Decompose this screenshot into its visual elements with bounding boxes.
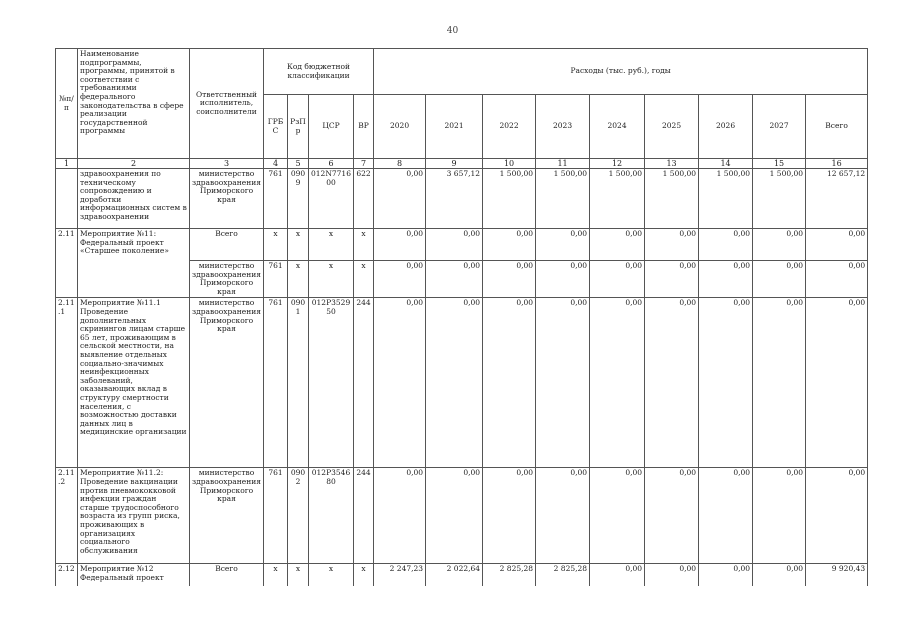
row-value: 0,00: [426, 468, 483, 564]
table-row: [56, 468, 868, 564]
row-vr: 244: [354, 298, 374, 468]
column-number: 15: [753, 159, 806, 169]
row-csr: 012P354680: [309, 468, 354, 564]
row-csr: x: [309, 229, 354, 261]
row-value: 0,00: [753, 564, 806, 586]
header-expenses: Расходы (тыс. руб.), годы: [374, 49, 868, 95]
header-name: Наименование подпрограммы, программы, принятой в соответствии с требованиями федерального законодательства в сфере реализации государственной программы: [78, 49, 190, 159]
row-rzpr: x: [288, 261, 309, 298]
column-number: 3: [190, 159, 264, 169]
budget-table: [55, 48, 868, 586]
column-number: 9: [426, 159, 483, 169]
row-value: 0,00: [699, 261, 753, 298]
row-num: [56, 169, 78, 229]
row-name: Мероприятие №11.2: Проведение вакцинации против пневмококковой инфекции граждан старше трудоспособного возраста из групп риска, проживающих в организациях социального обслуживания: [78, 468, 190, 564]
row-value: 2 022,64: [426, 564, 483, 586]
row-value: 0,00: [426, 261, 483, 298]
row-csr: x: [309, 564, 354, 586]
header-executor: Ответственный исполнитель, соисполнители: [190, 49, 264, 159]
row-value: 0,00: [753, 261, 806, 298]
row-value: 0,00: [374, 261, 426, 298]
row-value: 0,00: [426, 229, 483, 261]
row-value: 0,00: [645, 564, 699, 586]
column-number: 2: [78, 159, 190, 169]
row-value: 0,00: [699, 229, 753, 261]
header-vr: ВР: [354, 95, 374, 159]
page-number: 40: [446, 26, 459, 36]
row-name: Мероприятие №11.1 Проведение дополнительных скринингов лицам старше 65 лет, проживающим в сельской местности, на выявление отдельных социально-значимых неинфекционных заболеваний, оказывающих вклад в структуру смертности населения, с возможностью доставки данных лиц в медицинские организации: [78, 298, 190, 468]
row-csr: x: [309, 261, 354, 298]
header-year: 2025: [645, 95, 699, 159]
row-num: 2.11: [56, 229, 78, 298]
column-numbers-row: [56, 159, 868, 169]
row-total: 0,00: [806, 229, 868, 261]
row-value: 0,00: [753, 298, 806, 468]
column-number: 16: [806, 159, 868, 169]
column-number: 10: [483, 159, 536, 169]
column-number: 14: [699, 159, 753, 169]
row-value: 0,00: [536, 261, 590, 298]
row-num: 2.12: [56, 564, 78, 586]
row-csr: 012P352950: [309, 298, 354, 468]
column-number: 11: [536, 159, 590, 169]
header-year: 2027: [753, 95, 806, 159]
row-vr: x: [354, 229, 374, 261]
row-value: 0,00: [536, 298, 590, 468]
header-year: 2023: [536, 95, 590, 159]
row-executor: Всего: [190, 564, 264, 586]
row-executor: министерство здравоохранения Приморского края: [190, 298, 264, 468]
row-value: 0,00: [483, 229, 536, 261]
header-year: 2022: [483, 95, 536, 159]
column-number: 1: [56, 159, 78, 169]
table-row: [56, 169, 868, 229]
row-vr: x: [354, 261, 374, 298]
row-value: 0,00: [753, 229, 806, 261]
row-value: 0,00: [374, 468, 426, 564]
row-value: 0,00: [645, 298, 699, 468]
header-year: 2020: [374, 95, 426, 159]
row-total: 9 920,43: [806, 564, 868, 586]
row-value: 0,00: [590, 261, 645, 298]
row-rzpr: 0902: [288, 468, 309, 564]
row-value: 1 500,00: [536, 169, 590, 229]
row-grbs: 761: [264, 169, 288, 229]
column-number: 7: [354, 159, 374, 169]
row-value: 0,00: [483, 298, 536, 468]
row-rzpr: 0909: [288, 169, 309, 229]
row-total: 0,00: [806, 468, 868, 564]
row-value: 2 247,23: [374, 564, 426, 586]
row-value: 0,00: [374, 169, 426, 229]
row-rzpr: x: [288, 564, 309, 586]
row-value: 1 500,00: [753, 169, 806, 229]
column-number: 13: [645, 159, 699, 169]
row-value: 1 500,00: [699, 169, 753, 229]
column-number: 6: [309, 159, 354, 169]
column-number: 4: [264, 159, 288, 169]
row-value: 2 825,28: [536, 564, 590, 586]
row-vr: 622: [354, 169, 374, 229]
header-year: 2021: [426, 95, 483, 159]
column-number: 8: [374, 159, 426, 169]
row-rzpr: 0901: [288, 298, 309, 468]
row-value: 0,00: [590, 229, 645, 261]
header-grbs: ГРБС: [264, 95, 288, 159]
column-number: 12: [590, 159, 645, 169]
row-value: 0,00: [645, 468, 699, 564]
header-year: 2026: [699, 95, 753, 159]
header-row-1: [56, 49, 868, 95]
row-executor: министерство здравоохранения Приморского края: [190, 261, 264, 298]
row-csr: 012N771600: [309, 169, 354, 229]
row-grbs: 761: [264, 261, 288, 298]
row-total: 0,00: [806, 298, 868, 468]
header-kbk: Код бюджетной классификации: [264, 49, 374, 95]
row-grbs: x: [264, 229, 288, 261]
row-value: 1 500,00: [645, 169, 699, 229]
row-value: 0,00: [426, 298, 483, 468]
table-row: [56, 298, 868, 468]
row-grbs: x: [264, 564, 288, 586]
header-csr: ЦСР: [309, 95, 354, 159]
row-executor: министерство здравоохранения Приморского края: [190, 169, 264, 229]
row-vr: x: [354, 564, 374, 586]
header-rzpr: РзПр: [288, 95, 309, 159]
row-value: 0,00: [699, 564, 753, 586]
row-value: 2 825,28: [483, 564, 536, 586]
header-total: Всего: [806, 95, 868, 159]
row-value: 0,00: [374, 298, 426, 468]
row-value: 0,00: [590, 468, 645, 564]
row-vr: 244: [354, 468, 374, 564]
row-name: Мероприятие №11: Федеральный проект «Старшее поколение»: [78, 229, 190, 298]
row-value: 0,00: [374, 229, 426, 261]
header-year: 2024: [590, 95, 645, 159]
row-value: 0,00: [699, 468, 753, 564]
row-total: 0,00: [806, 261, 868, 298]
row-value: 0,00: [753, 468, 806, 564]
row-value: 0,00: [645, 261, 699, 298]
row-grbs: 761: [264, 298, 288, 468]
row-value: 1 500,00: [590, 169, 645, 229]
row-value: 0,00: [483, 468, 536, 564]
row-grbs: 761: [264, 468, 288, 564]
row-value: 0,00: [590, 564, 645, 586]
table-row: [56, 229, 868, 261]
column-number: 5: [288, 159, 309, 169]
row-value: 3 657,12: [426, 169, 483, 229]
row-num: 2.11.1: [56, 298, 78, 468]
row-total: 12 657,12: [806, 169, 868, 229]
row-rzpr: x: [288, 229, 309, 261]
row-name: Мероприятие №12 Федеральный проект: [78, 564, 190, 586]
row-num: 2.11.2: [56, 468, 78, 564]
row-executor: Всего: [190, 229, 264, 261]
row-executor: министерство здравоохранения Приморского края: [190, 468, 264, 564]
row-value: 0,00: [536, 229, 590, 261]
row-value: 0,00: [699, 298, 753, 468]
row-value: 1 500,00: [483, 169, 536, 229]
row-value: 0,00: [645, 229, 699, 261]
row-value: 0,00: [590, 298, 645, 468]
row-value: 0,00: [483, 261, 536, 298]
row-name: здравоохранения по техническому сопровождению и доработки информационных систем в здравоохранении: [78, 169, 190, 229]
table-row: [56, 564, 868, 586]
header-num: №п/п: [56, 49, 78, 159]
row-value: 0,00: [536, 468, 590, 564]
